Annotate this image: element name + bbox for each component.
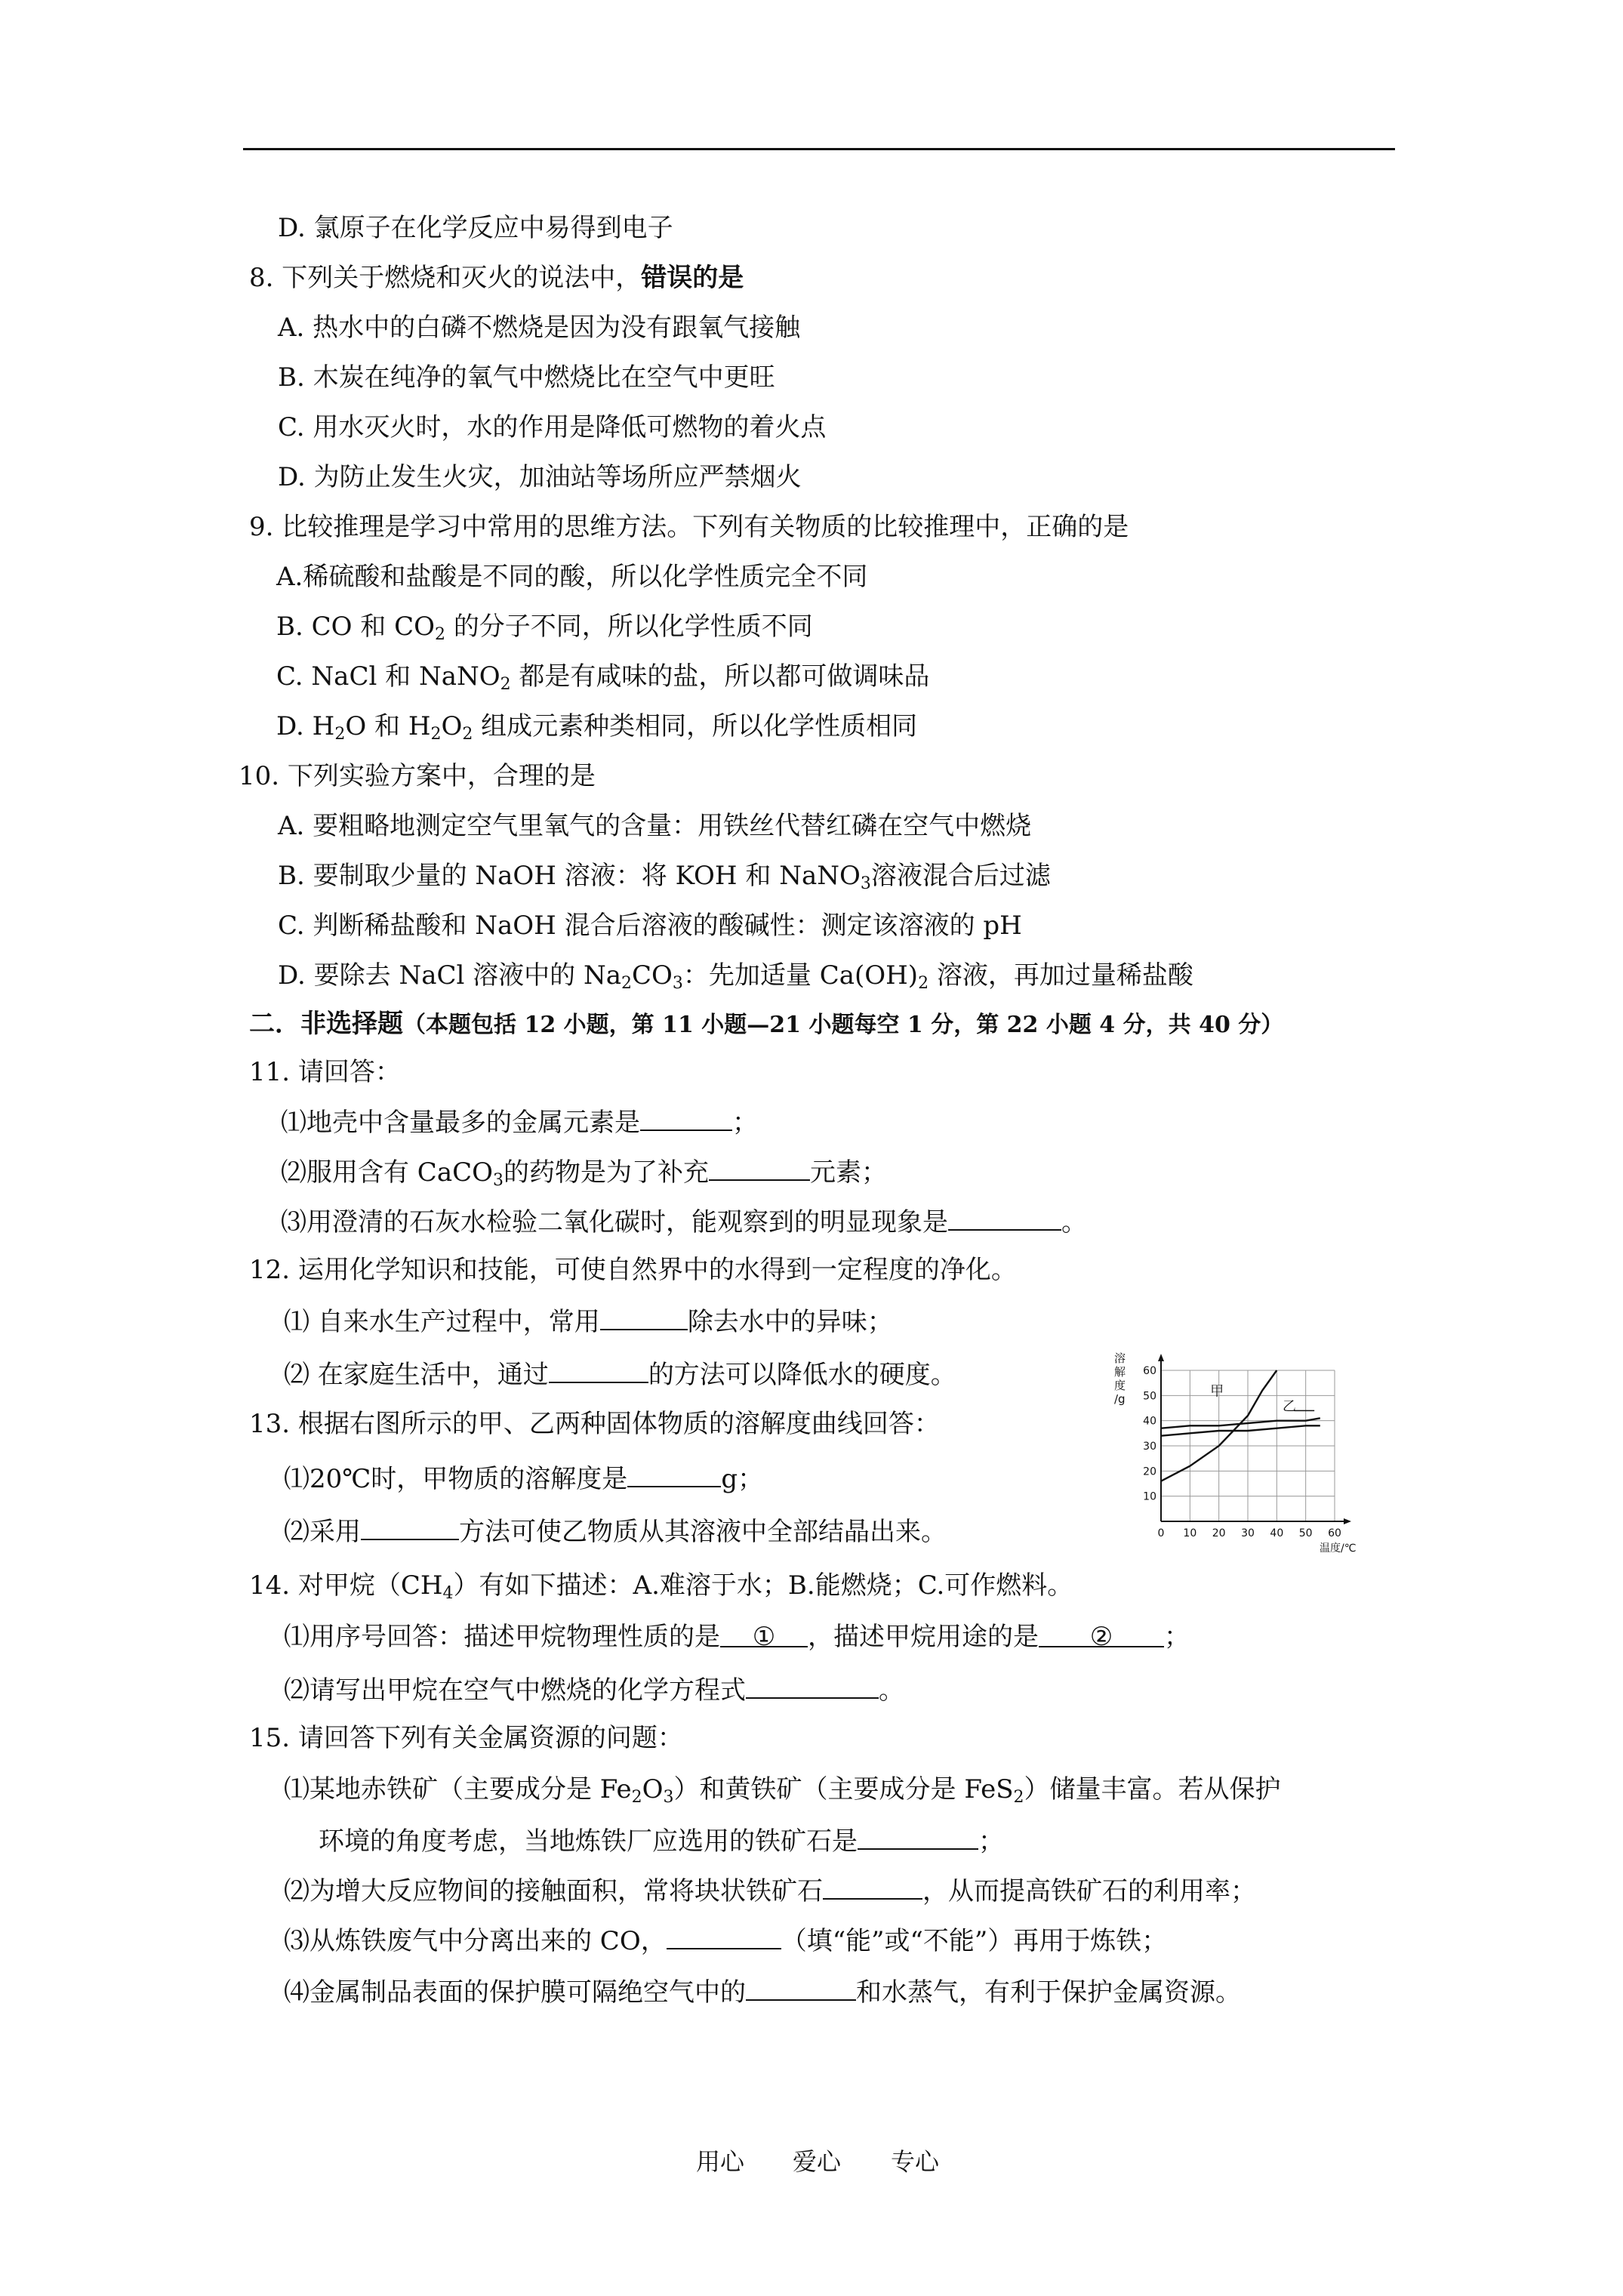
- answer-blank[interactable]: [667, 1922, 781, 1949]
- x-tick-label: 10: [1183, 1527, 1197, 1539]
- x-tick-label: 50: [1298, 1527, 1313, 1539]
- y-axis-label: 溶: [1114, 1351, 1126, 1365]
- q15-stem: 15. 请回答下列有关金属资源的问题：: [249, 1723, 683, 1753]
- y-tick-label: 40: [1143, 1415, 1156, 1428]
- x-tick-label: 60: [1328, 1527, 1341, 1539]
- q9-option-b: B. CO 和 $CO_2$ 的分子不同，所以化学性质不同: [276, 612, 813, 644]
- q15-part1: ⑴某地赤铁矿（主要成分是 $Fe_2O_3$）和黄铁矿（主要成分是 FeS$_2$）储量丰富。若从保护: [284, 1774, 1281, 1807]
- q13-part1: ⑴20℃时，甲物质的溶解度是 g；: [284, 1460, 763, 1496]
- series-label-yi: 乙: [1283, 1398, 1296, 1415]
- footer-text-3: 专心: [891, 2147, 940, 2176]
- footer-text-1: 用心: [696, 2147, 745, 2176]
- q12-part2: ⑵ 在家庭生活中，通过 的方法可以降低水的硬度。: [284, 1356, 956, 1391]
- q15-part4: ⑷金属制品表面的保护膜可隔绝空气中的 和水蒸气，有利于保护金属资源。: [284, 1974, 1241, 2009]
- q11-stem: 11. 请回答：: [249, 1057, 401, 1087]
- q10-stem: 10. 下列实验方案中，合理的是: [239, 761, 596, 791]
- x-axis-arrow: [1344, 1518, 1351, 1524]
- q8-stem: 8. 下列关于燃烧和灭火的说法中，错误的是: [249, 263, 744, 293]
- y-tick-label: 30: [1143, 1441, 1156, 1453]
- y-axis-label: /g: [1114, 1392, 1126, 1406]
- q15-part2: ⑵为增大反应物间的接触面积，常将块状铁矿石 ，从而提高铁矿石的利用率；: [284, 1872, 1256, 1908]
- q8-option-b: B. 木炭在纯净的氧气中燃烧比在空气中更旺: [278, 362, 775, 393]
- q15-part1-cont: 环境的角度考虑，当地炼铁厂应选用的铁矿石是 ；: [319, 1823, 1004, 1858]
- q13-part2: ⑵采用 方法可使乙物质从其溶液中全部结晶出来。: [284, 1513, 947, 1549]
- q14-part2: ⑵请写出甲烷在空气中燃烧的化学方程式 。: [284, 1672, 904, 1707]
- q7-option-d: D. 氯原子在化学反应中易得到电子: [278, 213, 673, 243]
- answer-blank[interactable]: [948, 1203, 1061, 1231]
- answer-blank[interactable]: [640, 1104, 732, 1131]
- q8-option-c: C. 用水灭火时，水的作用是降低可燃物的着火点: [278, 412, 827, 442]
- header-rule: [243, 148, 1395, 150]
- section-two-heading: 二．非选择题（本题包括 12 小题，第 11 小题—21 小题每空 1 分，第 22 小题 4 分，共 40 分）: [249, 1009, 1284, 1039]
- q8-option-d: D. 为防止发生火灾，加油站等场所应严禁烟火: [278, 462, 802, 492]
- q11-part3: ⑶用澄清的石灰水检验二氧化碳时，能观察到的明显现象是 。: [281, 1203, 1087, 1239]
- x-axis-label: 温度/℃: [1320, 1542, 1357, 1555]
- y-tick-label: 50: [1143, 1390, 1156, 1403]
- q12-part1: ⑴ 自来水生产过程中，常用 除去水中的异味；: [284, 1303, 893, 1339]
- q9-option-a: A.稀硫酸和盐酸是不同的酸，所以化学性质完全不同: [276, 562, 868, 592]
- y-tick-label: 60: [1143, 1365, 1156, 1377]
- q9-option-d: D. $H_2O$ 和 $H_2O_2$ 组成元素种类相同，所以化学性质相同: [276, 711, 918, 744]
- q14-part1: ⑴用序号回答：描述甲烷物理性质的是 ① ，描述甲烷用途的是 ② ；: [284, 1622, 1190, 1652]
- x-tick-label: 40: [1270, 1527, 1284, 1539]
- q8-option-a: A. 热水中的白磷不燃烧是因为没有跟氧气接触: [278, 313, 801, 343]
- q11-part1: ⑴地壳中含量最多的金属元素是 ；: [281, 1104, 758, 1139]
- q9-option-c: C. NaCl 和 NaNO$_2$ 都是有咸味的盐，所以都可做调味品: [276, 661, 930, 694]
- q12-stem: 12. 运用化学知识和技能，可使自然界中的水得到一定程度的净化。: [249, 1255, 1017, 1285]
- series-label-jia: 甲: [1210, 1383, 1224, 1400]
- q10-option-b: B. 要制取少量的 NaOH 溶液：将 KOH 和 NaNO$_3$溶液混合后过滤: [278, 861, 1051, 893]
- x-tick-label: 30: [1241, 1527, 1255, 1539]
- answer-blank[interactable]: [549, 1356, 648, 1383]
- answer-blank[interactable]: [746, 1672, 879, 1699]
- y-axis-arrow: [1158, 1354, 1164, 1361]
- x-tick-label: 0: [1157, 1527, 1165, 1539]
- answer-blank[interactable]: [746, 1974, 856, 2001]
- series-yi-curve: [1161, 1425, 1320, 1435]
- answer-blank[interactable]: [361, 1513, 459, 1540]
- answer-blank[interactable]: [600, 1303, 688, 1330]
- q10-option-d: D. 要除去 NaCl 溶液中的 $Na_2CO_3$：先加适量 $Ca(OH)_2$ 溶液，再加过量稀盐酸: [278, 960, 1193, 993]
- q9-stem: 9. 比较推理是学习中常用的思维方法。下列有关物质的比较推理中，正确的是: [249, 512, 1129, 542]
- answer-blank-1[interactable]: ①: [720, 1620, 808, 1647]
- q15-part3: ⑶从炼铁废气中分离出来的 CO， （填“能”或“不能”）再用于炼铁；: [284, 1922, 1167, 1958]
- y-axis-label: 解: [1114, 1365, 1126, 1379]
- x-tick-label: 20: [1212, 1527, 1226, 1539]
- q11-part2: ⑵服用含有 CaCO$_3$的药物是为了补充 元素；: [281, 1154, 887, 1189]
- answer-blank[interactable]: [709, 1154, 810, 1181]
- answer-blank[interactable]: [627, 1460, 721, 1487]
- y-tick-label: 20: [1143, 1465, 1156, 1478]
- footer-text-2: 爱心: [793, 2147, 842, 2176]
- q14-stem: 14. 对甲烷$(CH_4)$有如下描述：A.难溶于水；B.能燃烧；C.可作燃料。: [249, 1570, 1073, 1603]
- q10-option-a: A. 要粗略地测定空气里氧气的含量：用铁丝代替红磷在空气中燃烧: [278, 811, 1032, 841]
- answer-blank[interactable]: [823, 1872, 922, 1900]
- answer-blank[interactable]: [858, 1823, 978, 1850]
- q10-option-c: C. 判断稀盐酸和 NaOH 混合后溶液的酸碱性：测定该溶液的 pH: [278, 911, 1022, 941]
- solubility-chart: [1108, 1344, 1387, 1563]
- answer-blank-2[interactable]: ②: [1039, 1620, 1164, 1647]
- q13-stem: 13. 根据右图所示的甲、乙两种固体物质的溶解度曲线回答：: [249, 1409, 940, 1439]
- y-axis-label: 度: [1114, 1379, 1126, 1392]
- y-tick-label: 10: [1143, 1490, 1156, 1503]
